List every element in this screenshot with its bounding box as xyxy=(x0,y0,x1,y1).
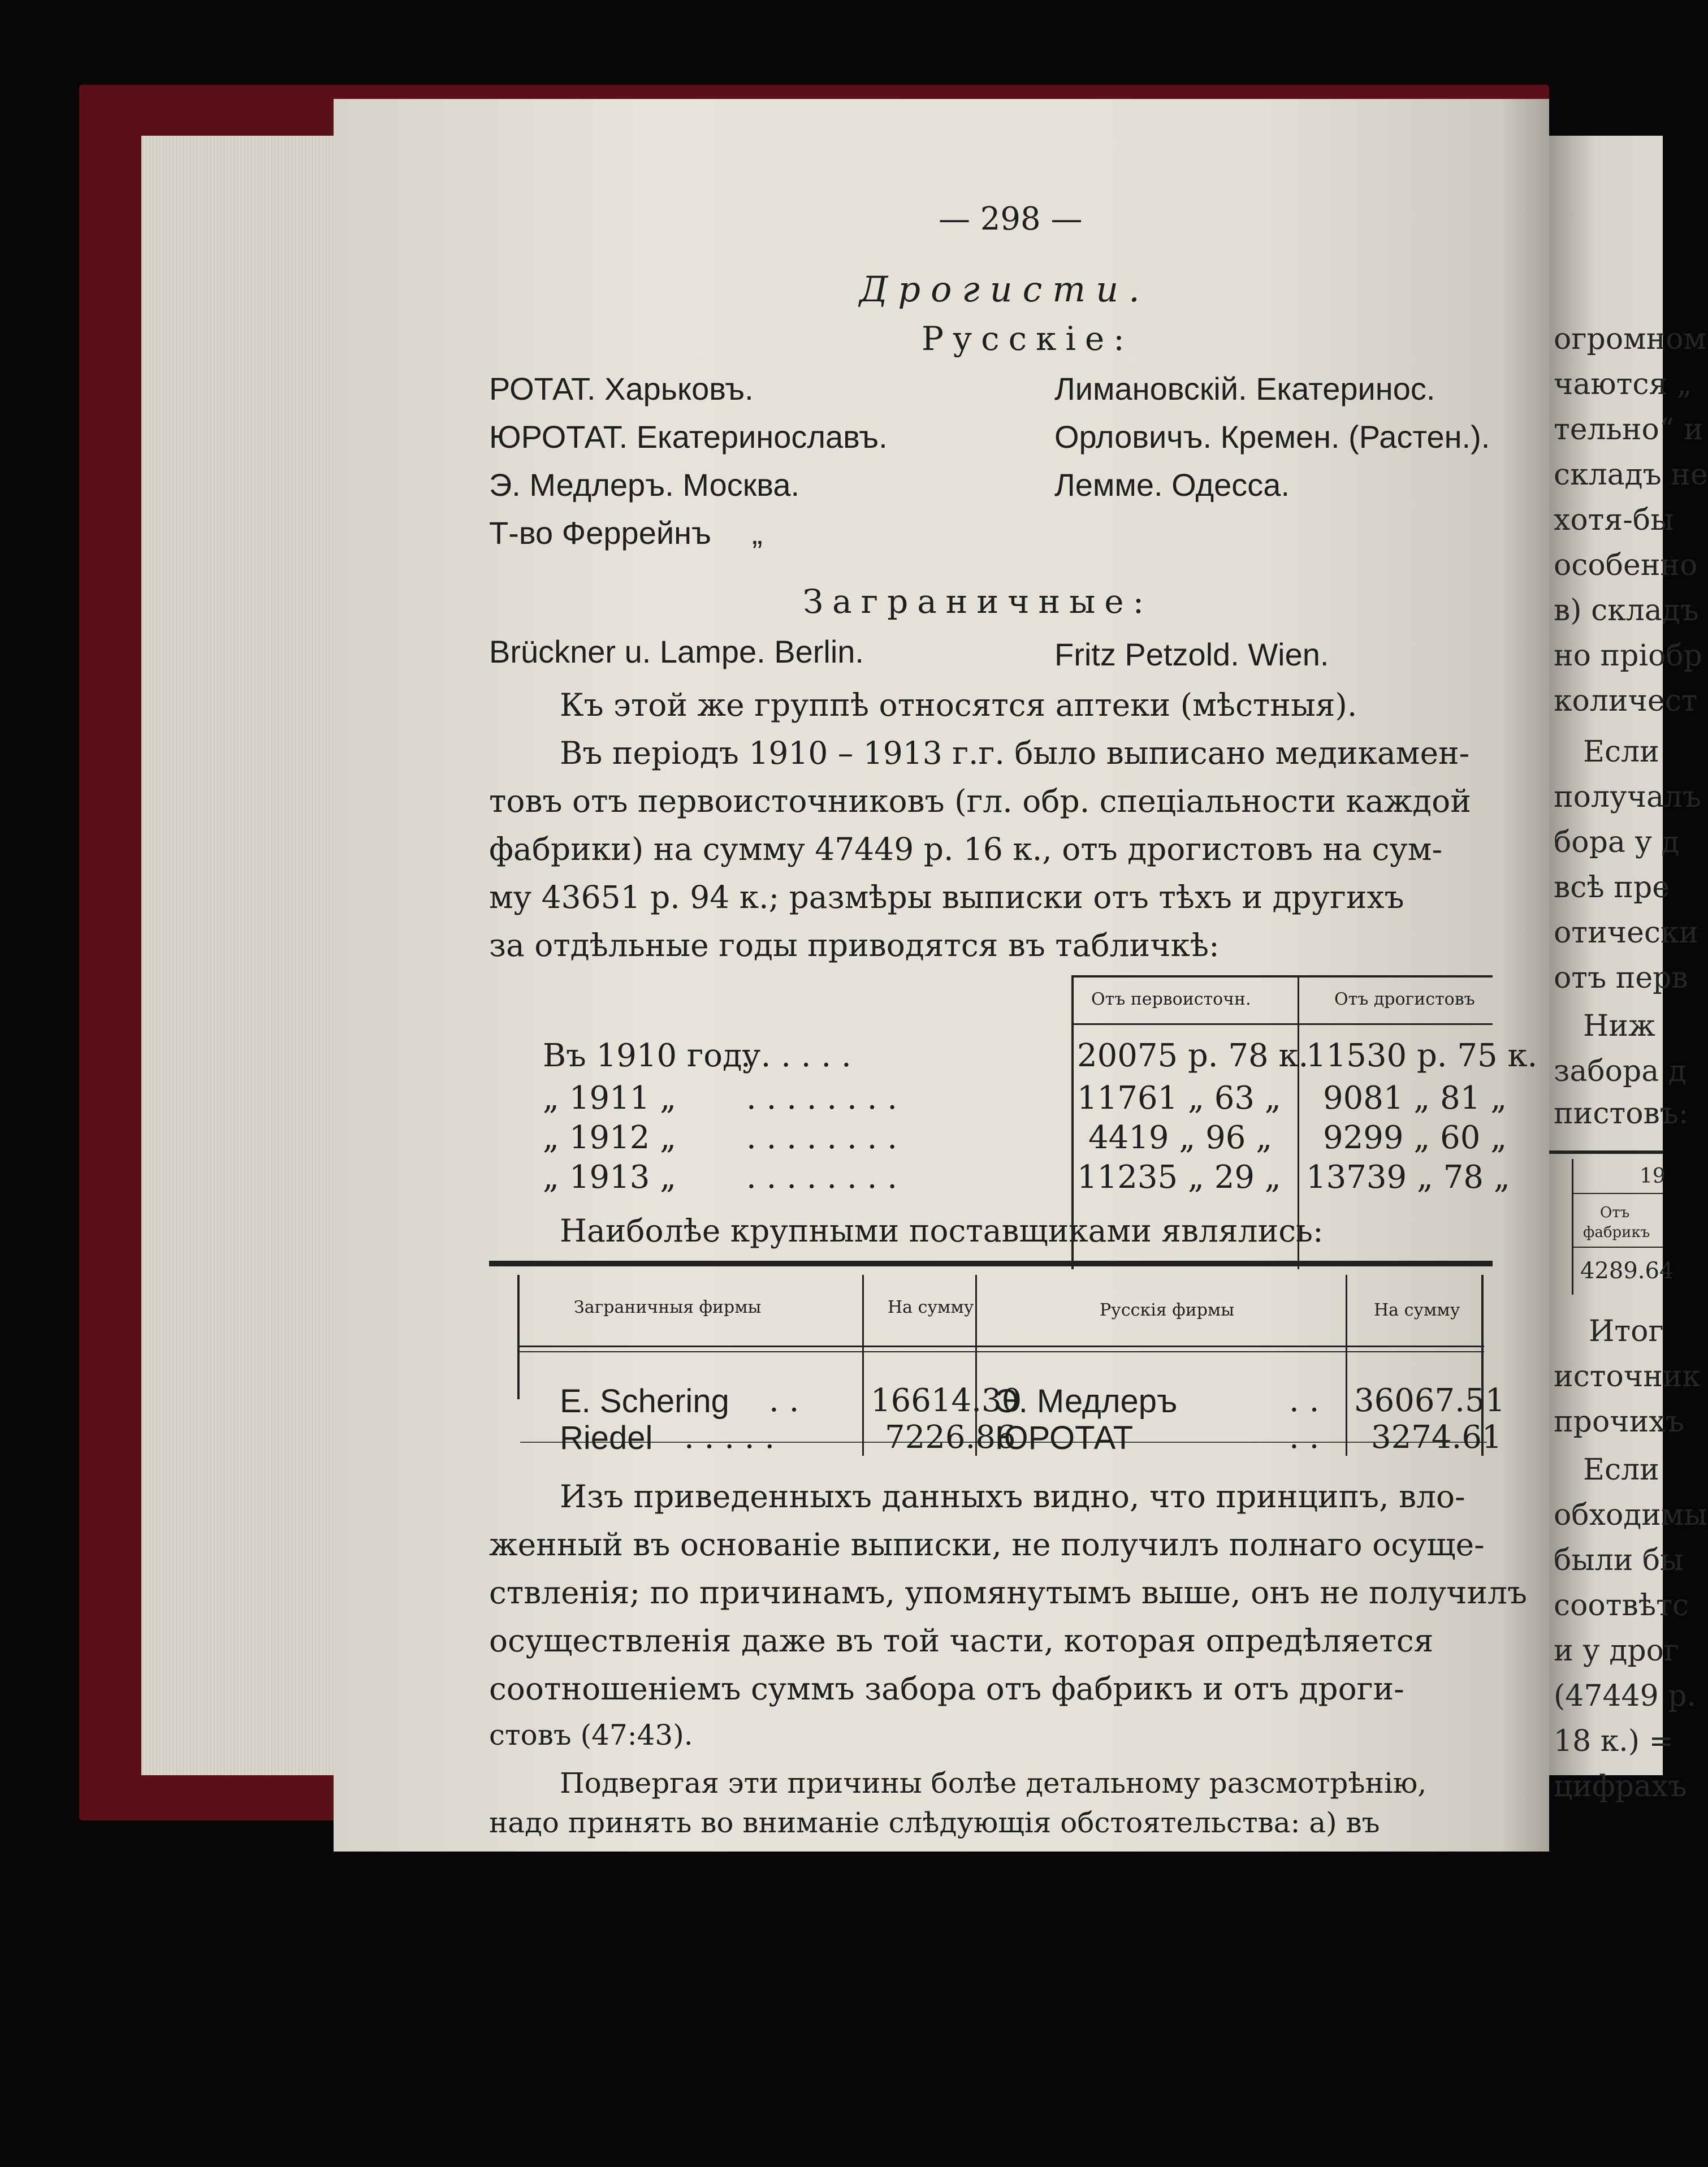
facing-page-line: 19 xyxy=(1640,1165,1666,1188)
year-row-value-a: 11235 „ 29 „ xyxy=(1077,1159,1281,1196)
facing-page-line: Если xyxy=(1583,735,1659,769)
paragraph-3-line: женный въ основаніе выписки, не получилъ полнаго осуще- xyxy=(489,1526,1485,1563)
facing-page-line: пистовъ: xyxy=(1554,1097,1689,1131)
foreign-firm: Riedel xyxy=(560,1420,653,1456)
table-rule xyxy=(489,1261,1493,1266)
paragraph-4-line: Подвергая эти причины болѣе детальному разсмотрѣнію, xyxy=(560,1767,1427,1800)
year-row-value-b: 9299 „ 60 „ xyxy=(1323,1119,1507,1156)
facing-page-line: были бы xyxy=(1554,1543,1684,1577)
year-row-value-b: 9081 „ 81 „ xyxy=(1323,1080,1507,1117)
russian-entry-right: Лимановскій. Екатеринос. xyxy=(1054,371,1435,406)
facing-page-line: всѣ пре xyxy=(1554,871,1670,905)
year-row-label: Въ 1910 году xyxy=(543,1037,761,1074)
russian-entry-left: Т-во Феррейнъ xyxy=(489,515,712,551)
facing-page-line: отически xyxy=(1554,916,1699,950)
paragraph-4-line: надо принять во вниманіе слѣдующія обстоятельства: а) въ xyxy=(489,1806,1380,1839)
facing-page-line: Ниж xyxy=(1583,1009,1655,1043)
table-rule xyxy=(862,1275,864,1456)
section-heading: Дрогисти. xyxy=(859,269,1150,310)
facing-page-line: в) складъ xyxy=(1554,594,1699,628)
paragraph-2-line: фабрики) на сумму 47449 р. 16 к., отъ дрогистовъ на сум- xyxy=(489,831,1443,867)
table-header: Отъ дрогистовъ xyxy=(1334,989,1475,1009)
facing-page-line: получалъ xyxy=(1554,780,1702,814)
leader-dots: . . . . . . . . xyxy=(746,1080,898,1117)
russian-entry-left: РОТАТ. Харьковъ. xyxy=(489,371,754,406)
foreign-entry-left: Brückner u. Lampe. Berlin. xyxy=(489,634,864,669)
leader-dots: . . . . . . . . xyxy=(746,1159,898,1196)
russian-firm: ЮРОТАТ xyxy=(995,1420,1134,1456)
facing-page-line: количест xyxy=(1554,684,1698,718)
paragraph-3-line: осуществленія даже въ той части, которая опредѣляется xyxy=(489,1623,1434,1659)
russian-subheading: Русскіе: xyxy=(922,319,1134,358)
facing-page-line: 4289.64 xyxy=(1580,1258,1674,1284)
page-number: — 298 — xyxy=(939,201,1083,237)
table-header: Русскія фирмы xyxy=(1100,1300,1235,1320)
paragraph-3-line: стовъ (47:43). xyxy=(489,1719,693,1751)
facing-page-line: соотвѣтс xyxy=(1554,1589,1689,1623)
table-header: На сумму xyxy=(888,1297,974,1317)
russian-sum: 36067.51 xyxy=(1354,1382,1506,1419)
foreign-entry-right: Fritz Petzold. Wien. xyxy=(1054,637,1329,672)
year-row-label: „ 1911 „ xyxy=(543,1080,677,1117)
year-row-value-b: 11530 р. 75 к. xyxy=(1306,1037,1538,1074)
russian-sum: 3274.61 xyxy=(1371,1419,1502,1456)
table-rule xyxy=(1346,1275,1347,1456)
facing-table-rule xyxy=(1572,1247,1663,1248)
leader-dots: . . xyxy=(769,1382,799,1419)
facing-page xyxy=(1549,136,1708,1803)
leader-dots: . . . . . . xyxy=(741,1037,851,1074)
facing-table-rule xyxy=(1549,1150,1663,1154)
paragraph-3-line: ствленія; по причинамъ, упомянутымъ выше, онъ не получилъ xyxy=(489,1575,1528,1611)
facing-page-line: но пріобр xyxy=(1554,639,1702,673)
facing-page-line: Итог xyxy=(1589,1314,1664,1348)
facing-table-rule xyxy=(1572,1193,1663,1194)
facing-page-line: огромном xyxy=(1554,322,1707,356)
foreign-subheading: Заграничные: xyxy=(803,582,1153,621)
facing-page-line: и у дрог xyxy=(1554,1634,1680,1668)
facing-page-line: цифрахъ xyxy=(1554,1770,1687,1803)
russian-entry-right: Лемме. Одесса. xyxy=(1054,467,1290,503)
facing-page-line: источник xyxy=(1554,1360,1701,1394)
table-header: Отъ первоисточн. xyxy=(1091,989,1251,1009)
year-row-label: „ 1912 „ xyxy=(543,1119,677,1156)
russian-entry-left: Э. Медлеръ. Москва. xyxy=(489,467,800,503)
facing-page-line: обходимы xyxy=(1554,1498,1707,1532)
paragraph-2-line: Въ періодъ 1910 – 1913 г.г. было выписано медикамен- xyxy=(560,735,1470,771)
paragraph-3-line: соотношеніемъ суммъ забора отъ фабрикъ и отъ дроги- xyxy=(489,1671,1404,1707)
facing-page-line: (47449 р. xyxy=(1554,1679,1697,1713)
leader-dots: . . xyxy=(1289,1419,1320,1456)
paragraph-3-line: Изъ приведенныхъ данныхъ видно, что принципъ, вло- xyxy=(560,1478,1465,1515)
leader-dots: . . . . . xyxy=(684,1419,775,1456)
foreign-sum: 16614.30 xyxy=(871,1382,1022,1419)
suppliers-intro: Наиболѣе крупными поставщиками являлись: xyxy=(560,1213,1324,1249)
facing-page-line: особенно xyxy=(1554,548,1698,582)
facing-page-line: Отъ xyxy=(1600,1204,1630,1221)
table-rule xyxy=(517,1275,520,1399)
leader-dots: . . xyxy=(1289,1382,1320,1419)
facing-page-line: чаются „ xyxy=(1554,367,1692,401)
table-header: Заграничныя фирмы xyxy=(574,1297,762,1317)
facing-page-line: прочихъ xyxy=(1554,1405,1684,1439)
facing-page-line: складъ не xyxy=(1554,458,1708,492)
book-page xyxy=(334,99,1549,1852)
year-row-value-b: 13739 „ 78 „ xyxy=(1306,1159,1510,1196)
page-stack-edge xyxy=(141,136,345,1775)
year-row-value-a: 11761 „ 63 „ xyxy=(1077,1080,1281,1117)
paragraph-1: Къ этой же группѣ относятся аптеки (мѣстныя). xyxy=(560,687,1357,723)
facing-page-line: тельно“ и xyxy=(1554,413,1703,447)
facing-page-line: забора д xyxy=(1554,1054,1687,1088)
facing-page-line: фабрикъ xyxy=(1583,1224,1650,1241)
facing-page-line: бора у д xyxy=(1554,825,1680,859)
russian-entry-left: ЮРОТАТ. Екатеринославъ. xyxy=(489,419,888,455)
table-rule xyxy=(1071,1023,1493,1025)
year-row-value-a: 20075 р. 78 к. xyxy=(1077,1037,1309,1074)
ditto-mark: „ xyxy=(752,515,763,551)
paragraph-2-line: му 43651 р. 94 к.; размѣры выписки отъ тѣхъ и другихъ xyxy=(489,879,1404,915)
foreign-sum: 7226.86 xyxy=(885,1419,1016,1456)
table-rule xyxy=(1071,975,1493,977)
year-row-label: „ 1913 „ xyxy=(543,1159,677,1196)
table-rule xyxy=(517,1346,1484,1347)
paragraph-2-line: за отдѣльные годы приводятся въ табличкѣ: xyxy=(489,927,1220,963)
russian-entry-right: Орловичъ. Кремен. (Растен.). xyxy=(1054,419,1490,455)
year-row-value-a: 4419 „ 96 „ xyxy=(1088,1119,1273,1156)
table-header: На сумму xyxy=(1374,1300,1460,1320)
foreign-firm: E. Schering xyxy=(560,1383,729,1420)
facing-page-line: Если xyxy=(1583,1453,1659,1487)
table-rule xyxy=(517,1351,1484,1352)
russian-firm: Э. Медлеръ xyxy=(995,1383,1178,1420)
leader-dots: . . . . . . . . xyxy=(746,1119,898,1156)
facing-page-line: 18 к.) = xyxy=(1554,1724,1674,1758)
facing-page-line: отъ перв xyxy=(1554,961,1688,995)
facing-table-rule xyxy=(1572,1159,1573,1295)
facing-page-line: хотя-бы xyxy=(1554,503,1674,537)
paragraph-2-line: товъ отъ первоисточниковъ (гл. обр. спеціальности каждой xyxy=(489,783,1471,819)
